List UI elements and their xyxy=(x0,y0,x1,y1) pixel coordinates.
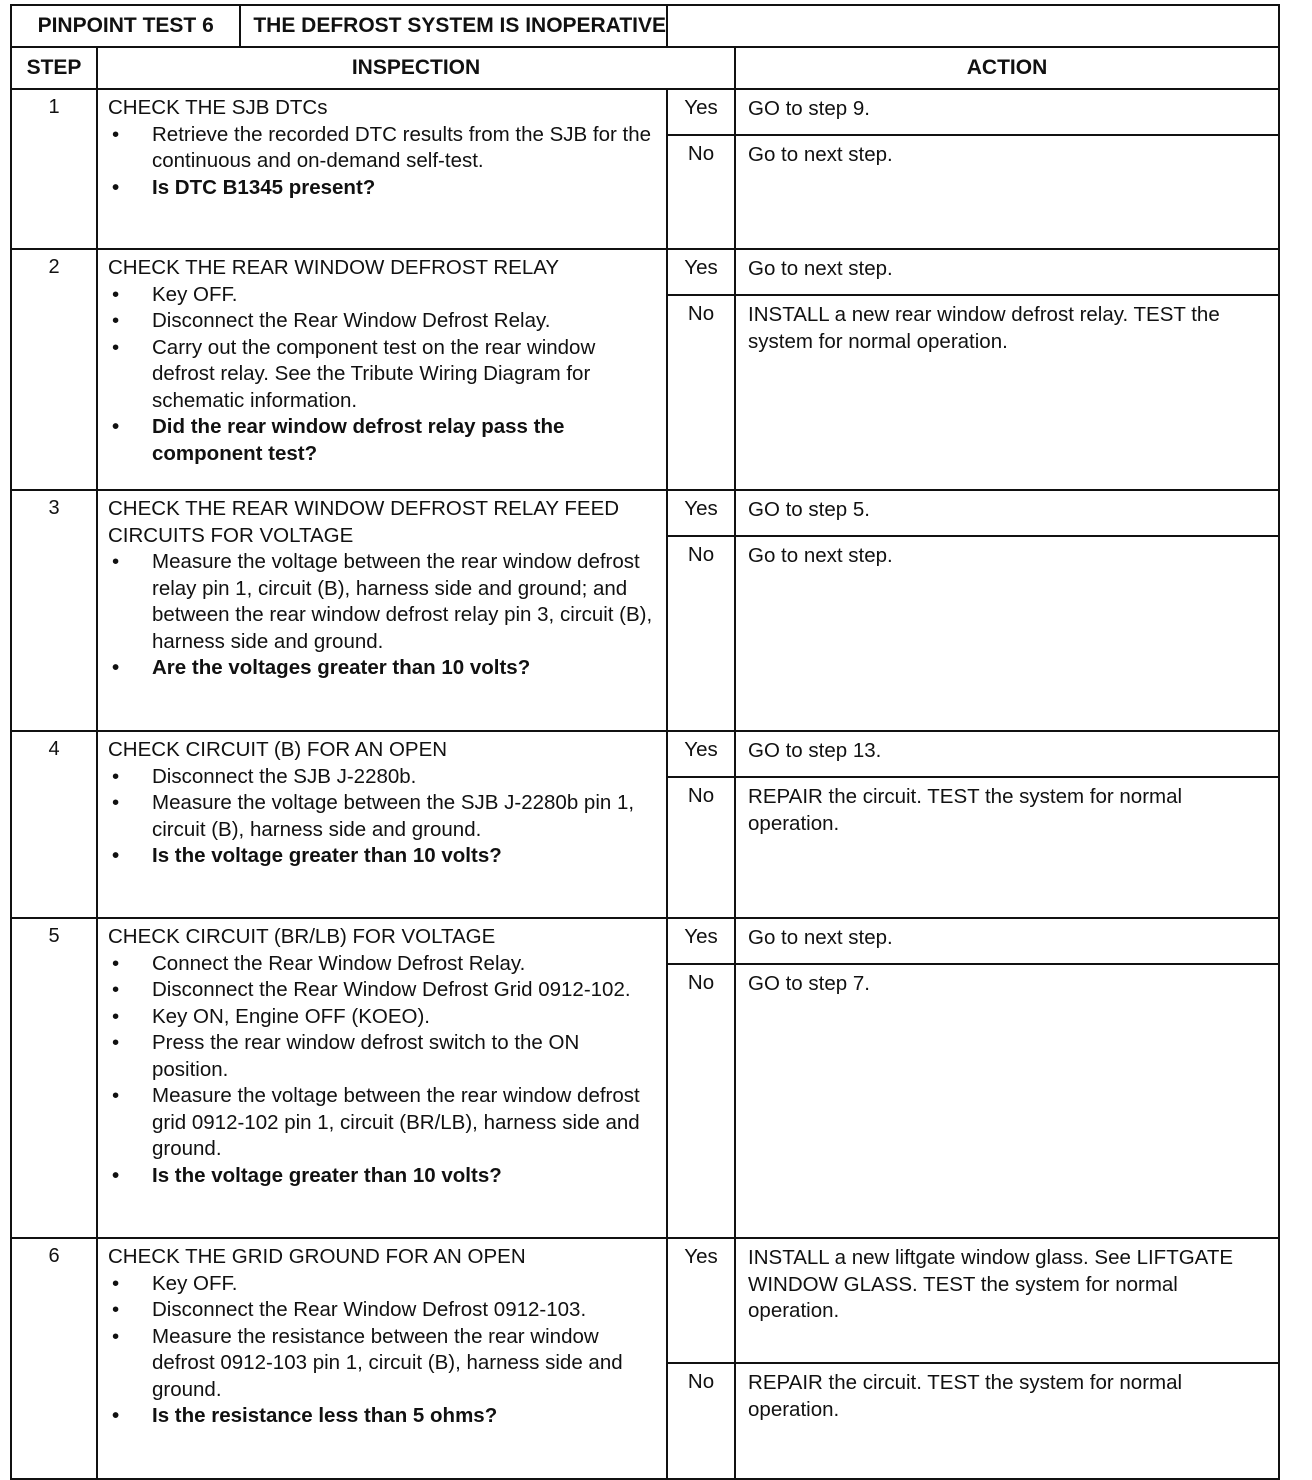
yes-label: Yes xyxy=(667,249,735,295)
step-row xyxy=(11,918,1279,964)
inspection-heading: CHECK CIRCUIT (BR/LB) FOR VOLTAGE xyxy=(108,925,496,948)
pinpoint-test-table xyxy=(10,4,1280,1480)
yes-action: Go to next step. xyxy=(735,918,1279,964)
no-action: Go to next step. xyxy=(735,135,1279,249)
inspection-bullets xyxy=(108,122,658,202)
inspection-bullet: • Key OFF. xyxy=(108,1271,658,1298)
step-number: 5 xyxy=(11,918,97,1238)
step-row xyxy=(11,249,1279,295)
inspection-bullet: • Disconnect the Rear Window Defrost Grid 0912-102. xyxy=(108,977,658,1004)
no-action: Go to next step. xyxy=(735,536,1279,731)
inspection-cell xyxy=(97,89,667,249)
no-label: No xyxy=(667,135,735,249)
yes-label: Yes xyxy=(667,918,735,964)
inspection-bullet: • Disconnect the SJB J-2280b. xyxy=(108,764,658,791)
step-column-header: STEP xyxy=(11,47,97,89)
inspection-bullets xyxy=(108,764,658,870)
no-label: No xyxy=(667,1363,735,1479)
step-number: 4 xyxy=(11,731,97,918)
inspection-bullets xyxy=(108,1271,658,1430)
pinpoint-test-document xyxy=(10,4,1280,1480)
inspection-bullet: • Disconnect the Rear Window Defrost Relay. xyxy=(108,308,658,335)
inspection-heading: CHECK THE GRID GROUND FOR AN OPEN xyxy=(108,1245,526,1268)
inspection-bullets xyxy=(108,549,658,682)
inspection-heading: CHECK CIRCUIT (B) FOR AN OPEN xyxy=(108,738,448,761)
inspection-cell xyxy=(97,249,667,490)
inspection-question: • Is DTC B1345 present? xyxy=(108,175,658,202)
inspection-heading: CHECK THE REAR WINDOW DEFROST RELAY xyxy=(108,256,560,279)
step-row xyxy=(11,1238,1279,1363)
yes-action: GO to step 13. xyxy=(735,731,1279,777)
inspection-cell xyxy=(97,918,667,1238)
inspection-question: • Is the voltage greater than 10 volts? xyxy=(108,1163,658,1190)
action-column-header: ACTION xyxy=(735,47,1279,89)
inspection-bullet: • Disconnect the Rear Window Defrost 0912-103. xyxy=(108,1297,658,1324)
yes-label: Yes xyxy=(667,731,735,777)
no-action: INSTALL a new rear window defrost relay. TEST the system for normal operation. xyxy=(735,295,1279,490)
no-label: No xyxy=(667,536,735,731)
inspection-question: • Is the voltage greater than 10 volts? xyxy=(108,843,658,870)
title-row xyxy=(11,5,1279,47)
inspection-bullet: • Press the rear window defrost switch to the ON position. xyxy=(108,1030,658,1083)
step-row xyxy=(11,731,1279,777)
inspection-bullet: • Measure the voltage between the SJB J-2280b pin 1, circuit (B), harness side and ground. xyxy=(108,790,658,843)
no-action: REPAIR the circuit. TEST the system for normal operation. xyxy=(735,1363,1279,1479)
step-row xyxy=(11,89,1279,135)
inspection-question: • Is the resistance less than 5 ohms? xyxy=(108,1403,658,1430)
yes-action: GO to step 5. xyxy=(735,490,1279,536)
inspection-column-header: INSPECTION xyxy=(97,47,735,89)
step-row xyxy=(11,490,1279,536)
no-action: GO to step 7. xyxy=(735,964,1279,1238)
inspection-bullets xyxy=(108,282,658,468)
inspection-bullet: • Carry out the component test on the rear window defrost relay. See the Tribute Wiring Diagram for schematic information. xyxy=(108,335,658,415)
yes-label: Yes xyxy=(667,89,735,135)
inspection-bullet: • Measure the resistance between the rear window defrost 0912-103 pin 1, circuit (B), harness side and ground. xyxy=(108,1324,658,1404)
column-header-row xyxy=(11,47,1279,89)
inspection-cell xyxy=(97,731,667,918)
inspection-question: • Did the rear window defrost relay pass the component test? xyxy=(108,414,658,467)
step-number: 6 xyxy=(11,1238,97,1479)
no-label: No xyxy=(667,295,735,490)
no-action: REPAIR the circuit. TEST the system for normal operation. xyxy=(735,777,1279,918)
inspection-heading: CHECK THE SJB DTCs xyxy=(108,96,328,119)
inspection-bullet: • Connect the Rear Window Defrost Relay. xyxy=(108,951,658,978)
yes-action: Go to next step. xyxy=(735,249,1279,295)
inspection-bullet: • Measure the voltage between the rear window defrost grid 0912-102 pin 1, circuit (BR/LB), harness side and ground. xyxy=(108,1083,658,1163)
yes-action: GO to step 9. xyxy=(735,89,1279,135)
inspection-bullets xyxy=(108,951,658,1190)
yes-label: Yes xyxy=(667,490,735,536)
step-number: 2 xyxy=(11,249,97,490)
test-title: THE DEFROST SYSTEM IS INOPERATIVE xyxy=(253,14,667,37)
inspection-bullet: • Measure the voltage between the rear window defrost relay pin 1, circuit (B), harness side and ground; and between the rear window defrost relay pin 3, circuit (B), harness side and ground. xyxy=(108,549,658,655)
no-label: No xyxy=(667,777,735,918)
test-number: PINPOINT TEST 6 xyxy=(12,6,241,46)
inspection-bullet: • Key ON, Engine OFF (KOEO). xyxy=(108,1004,658,1031)
inspection-question: • Are the voltages greater than 10 volts? xyxy=(108,655,658,682)
no-label: No xyxy=(667,964,735,1238)
inspection-cell xyxy=(97,490,667,731)
inspection-cell xyxy=(97,1238,667,1479)
step-number: 3 xyxy=(11,490,97,731)
inspection-bullet: • Retrieve the recorded DTC results from the SJB for the continuous and on-demand self-test. xyxy=(108,122,658,175)
yes-action: INSTALL a new liftgate window glass. See LIFTGATE WINDOW GLASS. TEST the system for normal operation. xyxy=(735,1238,1279,1363)
inspection-bullet: • Key OFF. xyxy=(108,282,658,309)
step-number: 1 xyxy=(11,89,97,249)
inspection-heading: CHECK THE REAR WINDOW DEFROST RELAY FEED CIRCUITS FOR VOLTAGE xyxy=(108,497,620,547)
yes-label: Yes xyxy=(667,1238,735,1363)
